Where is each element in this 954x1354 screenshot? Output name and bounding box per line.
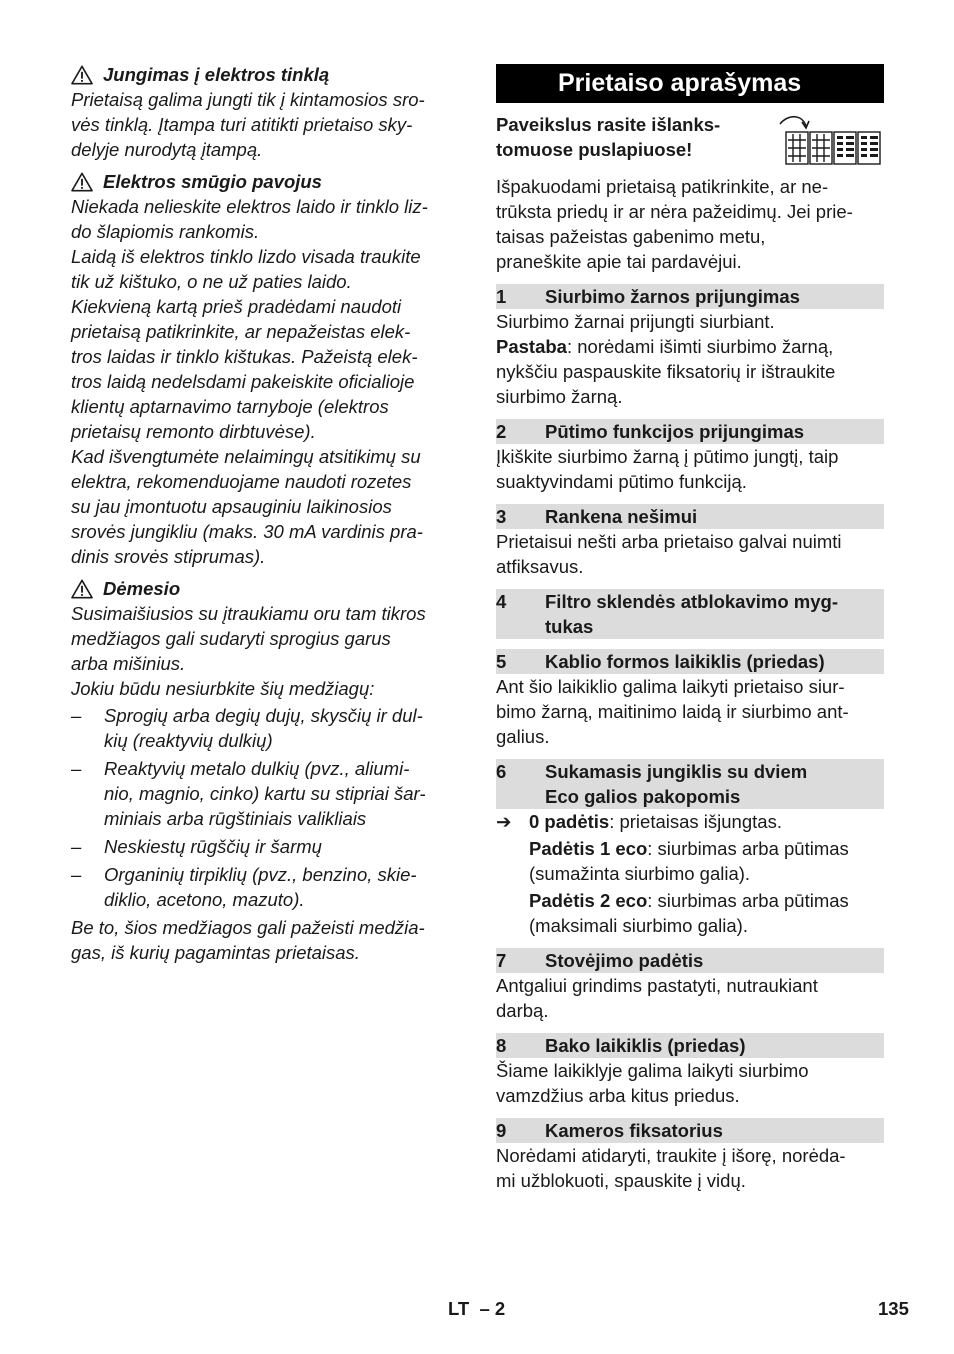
- warning-triangle-icon: [71, 579, 93, 599]
- text-line: Paveikslus rasite išlanks-: [496, 114, 721, 135]
- text-line: suaktyvindami pūtimo funkciją.: [496, 471, 747, 492]
- warning-heading-mains: [71, 62, 463, 87]
- foldout-pages-icon: [774, 112, 884, 168]
- position-text: : siurbimas arba pūtimas: [647, 838, 849, 859]
- note-label: Pastaba: [496, 336, 567, 357]
- text-line: Susimaišiusios su įtraukiamu oru tam tikros: [71, 603, 426, 624]
- text-line: elektra, rekomenduojame naudoti rozetes: [71, 471, 412, 492]
- text-line: Jokiu būdu nesiurbkite šių medžiagų:: [71, 678, 375, 699]
- list-item: [71, 703, 463, 753]
- text-line: bimo žarną, maitinimo laidą ir siurbimo ant-: [496, 701, 849, 722]
- position-text: : siurbimas arba pūtimas: [647, 890, 849, 911]
- text-line: galius.: [496, 726, 550, 747]
- text-line: darbą.: [496, 1000, 549, 1021]
- warning-triangle-icon: [71, 65, 93, 85]
- text-line: Organinių tirpiklių (pvz., benzino, skie-: [104, 864, 417, 885]
- text-line: (sumažinta siurbimo galia).: [529, 863, 751, 884]
- text-line: prietaisų remonto dirbtuvėse).: [71, 421, 316, 442]
- section-heading-1: [496, 284, 884, 309]
- text-line: tros laidas ir tinklo kištukas. Pažeistą elek-: [71, 346, 418, 367]
- list-item: [71, 756, 463, 831]
- footer-language-page: LT – 2: [448, 1298, 506, 1319]
- section-number: 2: [496, 421, 507, 442]
- section-heading-text: Siurbimo žarnos prijungimas: [545, 286, 800, 307]
- section-heading-7: [496, 948, 884, 973]
- text-line: Ant šio laikiklio galima laikyti prietaiso siur-: [496, 676, 845, 697]
- section-heading-8: [496, 1033, 884, 1058]
- text-line: arba mišinius.: [71, 653, 186, 674]
- text-line: kių (reaktyvių dulkių): [104, 730, 273, 751]
- text-line: taisas pažeistas gabenimo metu,: [496, 226, 766, 247]
- warning-title: Elektros smūgio pavojus: [103, 171, 322, 192]
- text-line: Reaktyvių metalo dulkių (pvz., aliumi-: [104, 758, 410, 779]
- text-line: klientų aptarnavimo tarnyboje (elektros: [71, 396, 389, 417]
- text-line: do šlapiomis rankomis.: [71, 221, 260, 242]
- text-line: (maksimali siurbimo galia).: [529, 915, 748, 936]
- section-number: 3: [496, 506, 507, 527]
- warning-text: [71, 915, 463, 965]
- section-number: 4: [496, 591, 507, 612]
- text-line: gas, iš kurių pagamintas prietaisas.: [71, 942, 360, 963]
- text-line: Norėdami atidaryti, traukite į išorę, norėda-: [496, 1145, 846, 1166]
- text-line: Siurbimo žarnai prijungti siurbiant.: [496, 311, 775, 332]
- foldout-note-text: [496, 112, 766, 168]
- section-heading-text: Filtro sklendės atblokavimo myg-: [545, 591, 838, 612]
- intro-text: [496, 174, 884, 274]
- section-heading-4: [496, 589, 884, 639]
- warning-text: [71, 87, 463, 162]
- section-heading-text: Stovėjimo padėtis: [545, 950, 704, 971]
- text-line: trūksta priedų ir ar nėra pažeidimų. Jei prie-: [496, 201, 853, 222]
- position-text: : prietaisas išjungtas.: [609, 811, 782, 832]
- warning-heading-shock: [71, 169, 463, 194]
- section-number: 5: [496, 651, 507, 672]
- dash-bullet: –: [71, 758, 82, 779]
- text-line: dinis srovės stiprumas).: [71, 546, 266, 567]
- warning-text: [71, 194, 463, 569]
- text-line: Įkiškite siurbimo žarną į pūtimo jungtį, taip: [496, 446, 839, 467]
- text-line: praneškite apie tai pardavėjui.: [496, 251, 742, 272]
- dash-bullet: –: [71, 705, 82, 726]
- position-label: Padėtis 1 eco: [529, 838, 648, 859]
- text-line: nykščiu paspauskite fiksatorių ir ištraukite: [496, 361, 836, 382]
- list-item: [71, 834, 463, 859]
- section-heading-9: [496, 1118, 884, 1143]
- text-line: medžiagos gali sudaryti sprogius garus: [71, 628, 391, 649]
- section-number: 6: [496, 761, 507, 782]
- text-line: su jau įmontuotu apsauginiu laikinosios: [71, 496, 392, 517]
- text-line: Šiame laikiklyje galima laikyti siurbimo: [496, 1060, 809, 1081]
- section-number: 7: [496, 950, 507, 971]
- position-label: Padėtis 2 eco: [529, 890, 648, 911]
- text-line: tik už kištuko, o ne už paties laido.: [71, 271, 352, 292]
- text-line: Be to, šios medžiagos gali pažeisti medžia-: [71, 917, 425, 938]
- warning-title: Jungimas į elektros tinklą: [103, 64, 330, 85]
- warning-text: [71, 601, 463, 701]
- section-heading-text: Rankena nešimui: [545, 506, 698, 527]
- text-line: nio, magnio, cinko) kartu su stipriai šar-: [104, 783, 426, 804]
- text-line: Išpakuodami prietaisą patikrinkite, ar ne-: [496, 176, 829, 197]
- warning-heading-caution: [71, 576, 463, 601]
- dash-bullet: –: [71, 836, 82, 857]
- text-line: Sprogių arba degių dujų, skysčių ir dul-: [104, 705, 423, 726]
- section-heading-text: Kablio formos laikiklis (priedas): [545, 651, 825, 672]
- switch-position-2: [496, 888, 884, 938]
- section-number: 8: [496, 1035, 507, 1056]
- text-line: Niekada nelieskite elektros laido ir tinklo liz-: [71, 196, 428, 217]
- text-line: siurbimo žarną.: [496, 386, 623, 407]
- text-line: delyje nurodytą įtampą.: [71, 139, 263, 160]
- switch-position-0: [496, 809, 884, 834]
- text-line: tros laidą nedelsdami pakeiskite oficialioje: [71, 371, 415, 392]
- text-line: Prietaisui nešti arba prietaiso galvai nuimti: [496, 531, 842, 552]
- note-line: [496, 334, 884, 359]
- section-heading-text: Kameros fiksatorius: [545, 1120, 723, 1141]
- text-line: tomuose puslapiuose!: [496, 139, 693, 160]
- section-heading-2: [496, 419, 884, 444]
- text-line: miniais arba rūgštiniais valikliais: [104, 808, 367, 829]
- text-line: Kad išvengtumėte nelaimingų atsitikimų su: [71, 446, 421, 467]
- text-line: vės tinklą. Įtampa turi atitikti prietaiso sky-: [71, 114, 413, 135]
- text-line: Kiekvieną kartą prieš pradėdami naudoti: [71, 296, 402, 317]
- switch-position-1: [496, 836, 884, 886]
- section-heading-text: Pūtimo funkcijos prijungimas: [545, 421, 805, 442]
- section-number: 9: [496, 1120, 507, 1141]
- section-heading-3: [496, 504, 884, 529]
- text-line: vamzdžius arba kitus priedus.: [496, 1085, 740, 1106]
- text-line: srovės jungikliu (maks. 30 mA vardinis pra-: [71, 521, 423, 542]
- section-number: 1: [496, 286, 507, 307]
- warning-title: Dėmesio: [103, 578, 181, 599]
- text-line: mi užblokuoti, spauskite į vidų.: [496, 1170, 746, 1191]
- right-column: [496, 64, 884, 1193]
- text-line: Neskiestų rūgščių ir šarmų: [104, 836, 322, 857]
- warning-triangle-icon: [71, 172, 93, 192]
- foldout-note: [496, 112, 884, 168]
- arrow-right-icon: ➔: [496, 811, 512, 832]
- position-label: 0 padėtis: [529, 811, 610, 832]
- text-line: Laidą iš elektros tinklo lizdo visada traukite: [71, 246, 421, 267]
- text-line: Prietaisą galima jungti tik į kintamosios sro-: [71, 89, 425, 110]
- section-title: Prietaiso aprašymas: [496, 64, 884, 103]
- dash-bullet: –: [71, 864, 82, 885]
- section-heading-text: Sukamasis jungiklis su dviem: [545, 761, 808, 782]
- section-heading-6: [496, 759, 884, 809]
- text-line: Antgaliui grindims pastatyti, nutraukiant: [496, 975, 818, 996]
- section-heading-text: tukas: [545, 616, 594, 637]
- list-item: [71, 862, 463, 912]
- text-line: prietaisą patikrinkite, ar nepažeistas elek-: [71, 321, 411, 342]
- section-heading-text: Bako laikiklis (priedas): [545, 1035, 746, 1056]
- page-number: 135: [878, 1298, 909, 1319]
- note-text: : norėdami išimti siurbimo žarną,: [566, 336, 834, 357]
- left-column: [71, 60, 463, 965]
- section-heading-5: [496, 649, 884, 674]
- text-line: diklio, acetono, mazuto).: [104, 889, 305, 910]
- section-heading-text: Eco galios pakopomis: [545, 786, 741, 807]
- text-line: atfiksavus.: [496, 556, 584, 577]
